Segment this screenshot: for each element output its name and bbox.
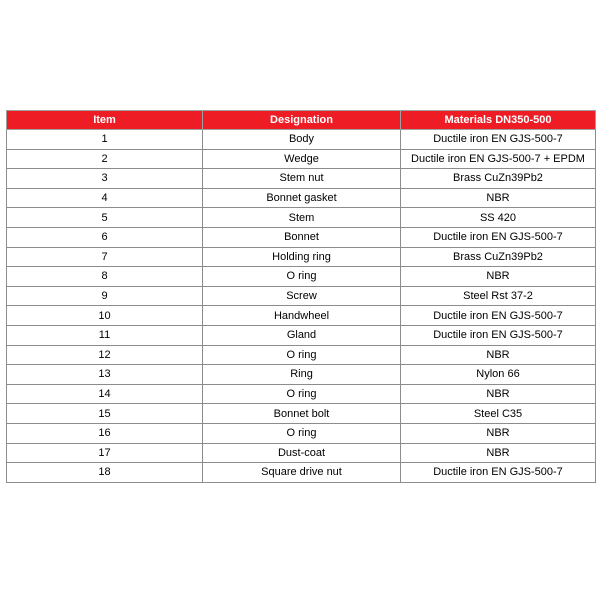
cell-material: Nylon 66 [401,365,596,385]
cell-material: Ductile iron EN GJS-500-7 [401,306,596,326]
cell-designation: Holding ring [203,247,401,267]
table-row [7,306,596,326]
materials-table [6,110,596,483]
cell-item: 10 [7,306,203,326]
cell-item: 5 [7,208,203,228]
cell-designation: Wedge [203,149,401,169]
header-designation: Designation [203,111,401,130]
table-row [7,208,596,228]
cell-material: Steel Rst 37-2 [401,286,596,306]
table-row [7,423,596,443]
cell-item: 18 [7,463,203,483]
cell-designation: O ring [203,423,401,443]
cell-designation: Body [203,130,401,150]
table-row [7,169,596,189]
table-row [7,286,596,306]
cell-material: Steel C35 [401,404,596,424]
cell-material: NBR [401,443,596,463]
table-row [7,345,596,365]
table-row [7,443,596,463]
cell-material: Ductile iron EN GJS-500-7 [401,463,596,483]
cell-designation: Bonnet [203,227,401,247]
cell-material: Brass CuZn39Pb2 [401,247,596,267]
cell-designation: Screw [203,286,401,306]
cell-designation: Handwheel [203,306,401,326]
cell-designation: Stem [203,208,401,228]
cell-material: Ductile iron EN GJS-500-7 [401,227,596,247]
cell-material: NBR [401,423,596,443]
cell-item: 4 [7,188,203,208]
table-row [7,384,596,404]
table-row [7,267,596,287]
table-header-row [7,111,596,130]
cell-designation: O ring [203,384,401,404]
header-item: Item [7,111,203,130]
cell-designation: O ring [203,345,401,365]
cell-item: 16 [7,423,203,443]
table-row [7,365,596,385]
cell-designation: Square drive nut [203,463,401,483]
table-row [7,149,596,169]
cell-item: 3 [7,169,203,189]
cell-material: SS 420 [401,208,596,228]
table-row [7,247,596,267]
table-row [7,227,596,247]
cell-designation: O ring [203,267,401,287]
cell-item: 13 [7,365,203,385]
cell-designation: Gland [203,325,401,345]
table-row [7,325,596,345]
table-row [7,130,596,150]
cell-material: NBR [401,267,596,287]
cell-material: Ductile iron EN GJS-500-7 [401,130,596,150]
cell-designation: Bonnet bolt [203,404,401,424]
cell-item: 6 [7,227,203,247]
cell-item: 2 [7,149,203,169]
cell-item: 8 [7,267,203,287]
table-row [7,188,596,208]
cell-item: 14 [7,384,203,404]
header-materials: Materials DN350-500 [401,111,596,130]
cell-material: NBR [401,188,596,208]
cell-material: NBR [401,384,596,404]
cell-designation: Bonnet gasket [203,188,401,208]
cell-designation: Dust-coat [203,443,401,463]
cell-material: Brass CuZn39Pb2 [401,169,596,189]
cell-item: 11 [7,325,203,345]
cell-item: 15 [7,404,203,424]
table-row [7,404,596,424]
cell-item: 17 [7,443,203,463]
cell-designation: Stem nut [203,169,401,189]
cell-material: Ductile iron EN GJS-500-7 [401,325,596,345]
cell-item: 7 [7,247,203,267]
cell-item: 12 [7,345,203,365]
cell-material: Ductile iron EN GJS-500-7 + EPDM [401,149,596,169]
cell-material: NBR [401,345,596,365]
table-row [7,463,596,483]
cell-item: 9 [7,286,203,306]
cell-designation: Ring [203,365,401,385]
cell-item: 1 [7,130,203,150]
